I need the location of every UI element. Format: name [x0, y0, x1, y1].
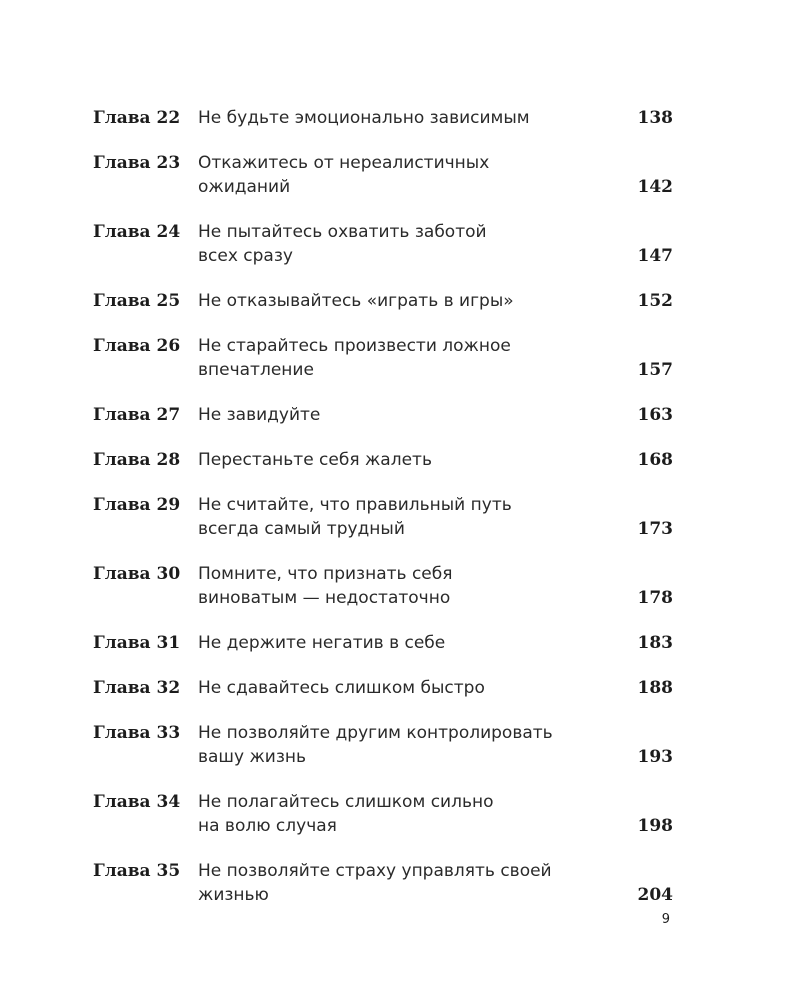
toc-entry — [93, 562, 673, 610]
toc-entry — [93, 151, 673, 199]
chapter-label: Глава 26 — [93, 336, 181, 356]
toc-entry — [93, 790, 673, 838]
chapter-title — [198, 790, 618, 838]
chapter-page-number: 142 — [637, 177, 673, 197]
chapter-label: Глава 22 — [93, 108, 181, 128]
chapter-page-number: 204 — [637, 885, 673, 905]
chapter-title — [198, 334, 618, 382]
chapter-title-line: Помните, что признать себя — [198, 564, 453, 584]
toc-entry — [93, 106, 673, 130]
chapter-title — [198, 859, 618, 907]
chapter-title-line: Не сдавайтесь слишком быстро — [198, 678, 485, 698]
page-number: 9 — [661, 912, 670, 927]
chapter-title — [198, 448, 618, 472]
chapter-page-number: 198 — [637, 816, 673, 836]
chapter-label: Глава 29 — [93, 495, 181, 515]
chapter-title-line: вашу жизнь — [198, 747, 306, 767]
chapter-page-number: 188 — [637, 678, 673, 698]
chapter-page-number: 193 — [637, 747, 673, 767]
chapter-title-line: Не завидуйте — [198, 405, 321, 425]
chapter-title — [198, 721, 618, 769]
chapter-label: Глава 34 — [93, 792, 181, 812]
chapter-page-number: 147 — [637, 246, 673, 266]
chapter-title — [198, 106, 618, 130]
chapter-title — [198, 289, 618, 313]
chapter-title-line: Не позволяйте другим контролировать — [198, 723, 553, 743]
chapter-title-line: Не полагайтесь слишком сильно — [198, 792, 494, 812]
chapter-page-number: 183 — [637, 633, 673, 653]
chapter-label: Глава 35 — [93, 861, 181, 881]
toc-entry — [93, 676, 673, 700]
toc-entry — [93, 448, 673, 472]
chapter-title — [198, 493, 618, 541]
toc-entry — [93, 493, 673, 541]
chapter-title — [198, 151, 618, 199]
chapter-label: Глава 31 — [93, 633, 181, 653]
chapter-title-line: Не пытайтесь охватить заботой — [198, 222, 487, 242]
chapter-label: Глава 32 — [93, 678, 181, 698]
chapter-page-number: 168 — [637, 450, 673, 470]
chapter-title-line: всех сразу — [198, 246, 293, 266]
chapter-title-line: Откажитесь от нереалистичных — [198, 153, 490, 173]
chapter-title-line: впечатление — [198, 360, 314, 380]
chapter-title — [198, 631, 618, 655]
chapter-title-line: виноватым — недостаточно — [198, 588, 451, 608]
table-of-contents — [93, 106, 673, 928]
chapter-title-line: Не держите негатив в себе — [198, 633, 446, 653]
toc-entry — [93, 289, 673, 313]
chapter-label: Глава 33 — [93, 723, 181, 743]
chapter-title-line: Не старайтесь произвести ложное — [198, 336, 511, 356]
chapter-title — [198, 562, 618, 610]
chapter-title — [198, 220, 618, 268]
chapter-title-line: ожиданий — [198, 177, 291, 197]
chapter-title-line: Не позволяйте страху управлять своей — [198, 861, 552, 881]
chapter-page-number: 178 — [637, 588, 673, 608]
chapter-title — [198, 676, 618, 700]
chapter-label: Глава 28 — [93, 450, 181, 470]
chapter-title-line: жизнью — [198, 885, 269, 905]
chapter-page-number: 152 — [637, 291, 673, 311]
toc-entry — [93, 403, 673, 427]
chapter-title-line: всегда самый трудный — [198, 519, 405, 539]
toc-entry — [93, 721, 673, 769]
chapter-title-line: на волю случая — [198, 816, 337, 836]
toc-entry — [93, 859, 673, 907]
chapter-title-line: Не считайте, что правильный путь — [198, 495, 512, 515]
chapter-label: Глава 30 — [93, 564, 181, 584]
toc-entry — [93, 334, 673, 382]
toc-entry — [93, 220, 673, 268]
toc-entry — [93, 631, 673, 655]
chapter-page-number: 157 — [637, 360, 673, 380]
chapter-label: Глава 25 — [93, 291, 181, 311]
chapter-title — [198, 403, 618, 427]
chapter-label: Глава 23 — [93, 153, 181, 173]
chapter-label: Глава 24 — [93, 222, 181, 242]
chapter-title-line: Не отказывайтесь «играть в игры» — [198, 291, 514, 311]
chapter-title-line: Перестаньте себя жалеть — [198, 450, 432, 470]
chapter-label: Глава 27 — [93, 405, 181, 425]
chapter-page-number: 173 — [637, 519, 673, 539]
chapter-page-number: 163 — [637, 405, 673, 425]
chapter-title-line: Не будьте эмоционально зависимым — [198, 108, 530, 128]
chapter-page-number: 138 — [637, 108, 673, 128]
